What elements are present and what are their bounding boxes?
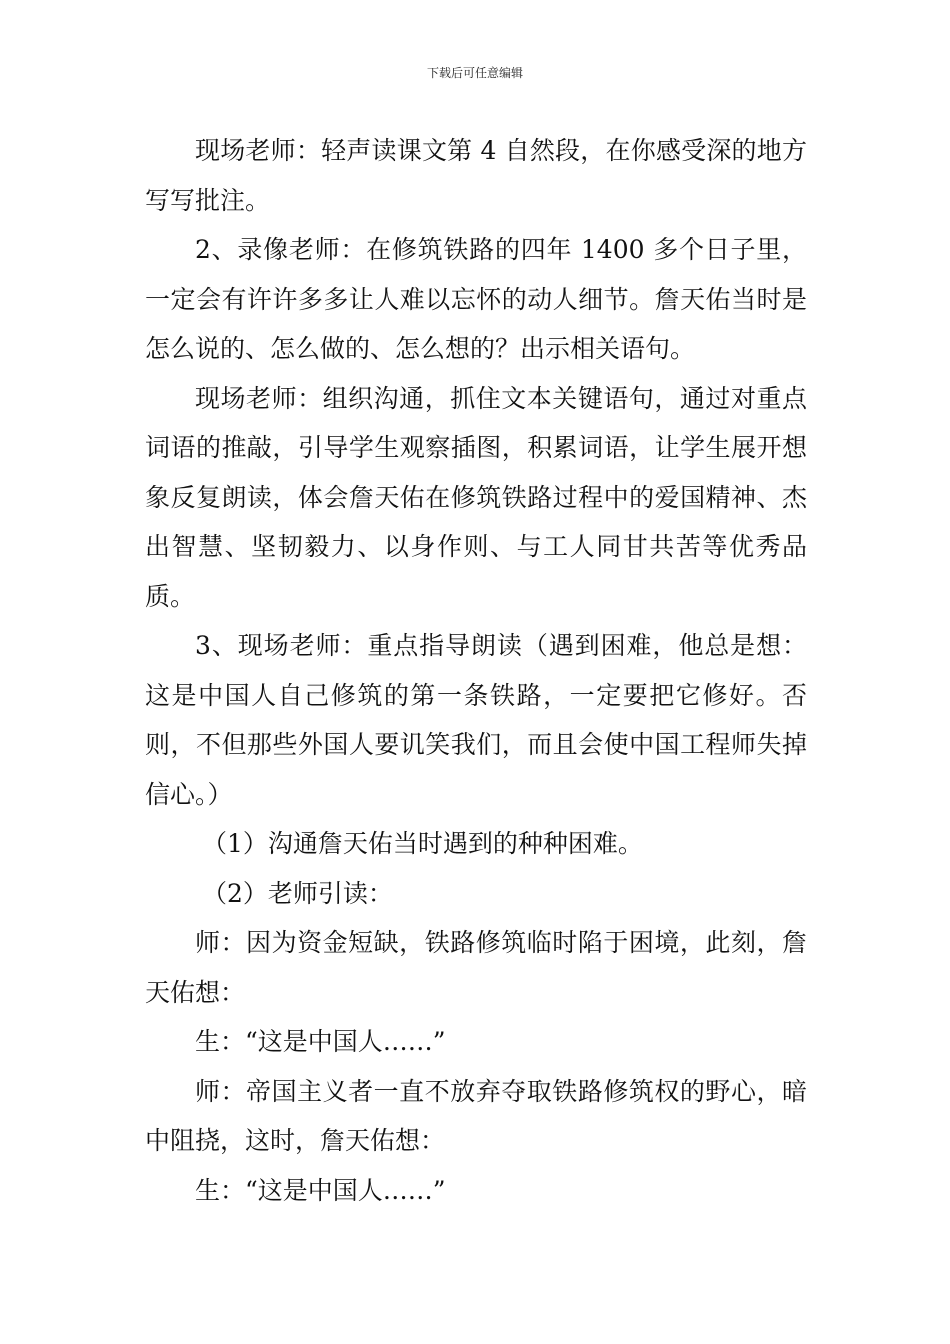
paragraph-teacher-line-2: 师：帝国主义者一直不放弃夺取铁路修筑权的野心，暗中阻挠，这时，詹天佑想： (145, 1076, 807, 1155)
paragraph-reading-guidance: 3、现场老师：重点指导朗读（遇到困难，他总是想：这是中国人自己修筑的第一条铁路，一定要把它修好。否则，不但那些外国人要讥笑我们，而且会使中国工程师失掉信心。） (145, 631, 807, 809)
paragraph-step-1: （1）沟通詹天佑当时遇到的种种困难。 (202, 829, 643, 858)
paragraph-teacher-line-1: 师：因为资金短缺，铁路修筑临时陷于困境，此刻，詹天佑想： (145, 928, 807, 1007)
paragraph-annotation-task: 现场老师：轻声读课文第 4 自然段，在你感受深的地方写写批注。 (145, 136, 807, 215)
paragraph-student-line-1: 生：“这是中国人……” (195, 1027, 446, 1056)
document-body (145, 126, 807, 1215)
paragraph-student-line-2: 生：“这是中国人……” (195, 1175, 446, 1205)
paragraph-video-teacher: 2、录像老师：在修筑铁路的四年 1400 多个日子里，一定会有许许多多让人难以忘怀的动人细节。詹天佑当时是怎么说的、怎么做的、怎么想的？出示相关语句。 (145, 235, 807, 363)
paragraph-step-2: （2）老师引读： (202, 878, 393, 908)
paragraph-discussion: 现场老师：组织沟通，抓住文本关键语句，通过对重点词语的推敲，引导学生观察插图，积累词语，让学生展开想象反复朗读，体会詹天佑在修筑铁路过程中的爱国精神、杰出智慧、坚韧毅力、以身作则、与工人同甘共苦等优秀品质。 (145, 383, 807, 611)
page-header-note: 下载后可任意编辑 (426, 66, 523, 80)
